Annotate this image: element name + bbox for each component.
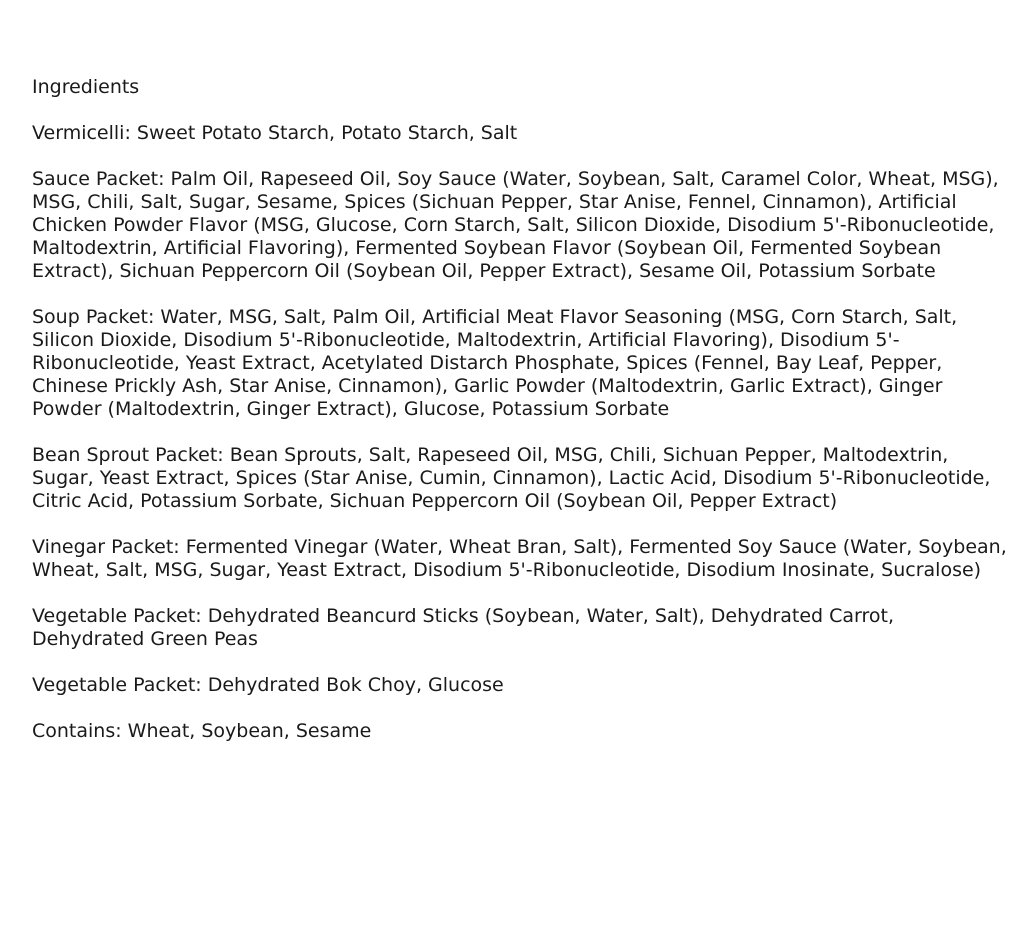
sauce-packet-section: Sauce Packet: Palm Oil, Rapeseed Oil, Soy Sauce (Water, Soybean, Salt, Caramel Color, Wheat, MSG), MSG, Chili, Salt, Sugar, Sesame, Spices (Sichuan Pepper, Star Anise, Fennel, Cinnamon), Artificial Chicken Powder Flavor (MSG, Glucose, Corn Starch, Salt, Silicon Dioxide, Disodium 5'-Ribonucleotide, Maltodextrin, Artificial Flavoring), Fermented Soybean Flavor (Soybean Oil, Fermented Soybean Extract), Sichuan Peppercorn Oil (Soybean Oil, Pepper Extract), Sesame Oil, Potassium Sorbate — [32, 168, 999, 282]
vinegar-packet-section: Vinegar Packet: Fermented Vinegar (Water, Wheat Bran, Salt), Fermented Soy Sauce (Water, Soybean, Wheat, Salt, MSG, Sugar, Yeast Extract, Disodium 5'-Ribonucleotide, Disodium Inosinate, Sucralose) — [32, 536, 1007, 581]
page-title: Ingredients — [32, 76, 140, 98]
vegetable-packet-section-2: Vegetable Packet: Dehydrated Bok Choy, Glucose — [32, 674, 504, 696]
soup-packet-section: Soup Packet: Water, MSG, Salt, Palm Oil, Artificial Meat Flavor Seasoning (MSG, Corn Starch, Salt, Silicon Dioxide, Disodium 5'-Ribonucleotide, Maltodextrin, Artificial Flavoring), Disodium 5'-Ribonucleotide, Yeast Extract, Acetylated Distarch Phosphate, Spices (Fennel, Bay Leaf, Pepper, Chinese Prickly Ash, Star Anise, Cinnamon), Garlic Powder (Maltodextrin, Garlic Extract), Ginger Powder (Maltodextrin, Ginger Extract), Glucose, Potassium Sorbate — [32, 306, 958, 420]
vegetable-packet-section-1: Vegetable Packet: Dehydrated Beancurd Sticks (Soybean, Water, Salt), Dehydrated Carrot, Dehydrated Green Peas — [32, 605, 895, 650]
ingredients-document — [32, 76, 1007, 766]
contains-allergens-section: Contains: Wheat, Soybean, Sesame — [32, 720, 372, 742]
bean-sprout-packet-section: Bean Sprout Packet: Bean Sprouts, Salt, Rapeseed Oil, MSG, Chili, Sichuan Pepper, Maltodextrin, Sugar, Yeast Extract, Spices (Star Anise, Cumin, Cinnamon), Lactic Acid, Disodium 5'-Ribonucleotide, Citric Acid, Potassium Sorbate, Sichuan Peppercorn Oil (Soybean Oil, Pepper Extract) — [32, 444, 991, 512]
vermicelli-section: Vermicelli: Sweet Potato Starch, Potato Starch, Salt — [32, 122, 518, 144]
